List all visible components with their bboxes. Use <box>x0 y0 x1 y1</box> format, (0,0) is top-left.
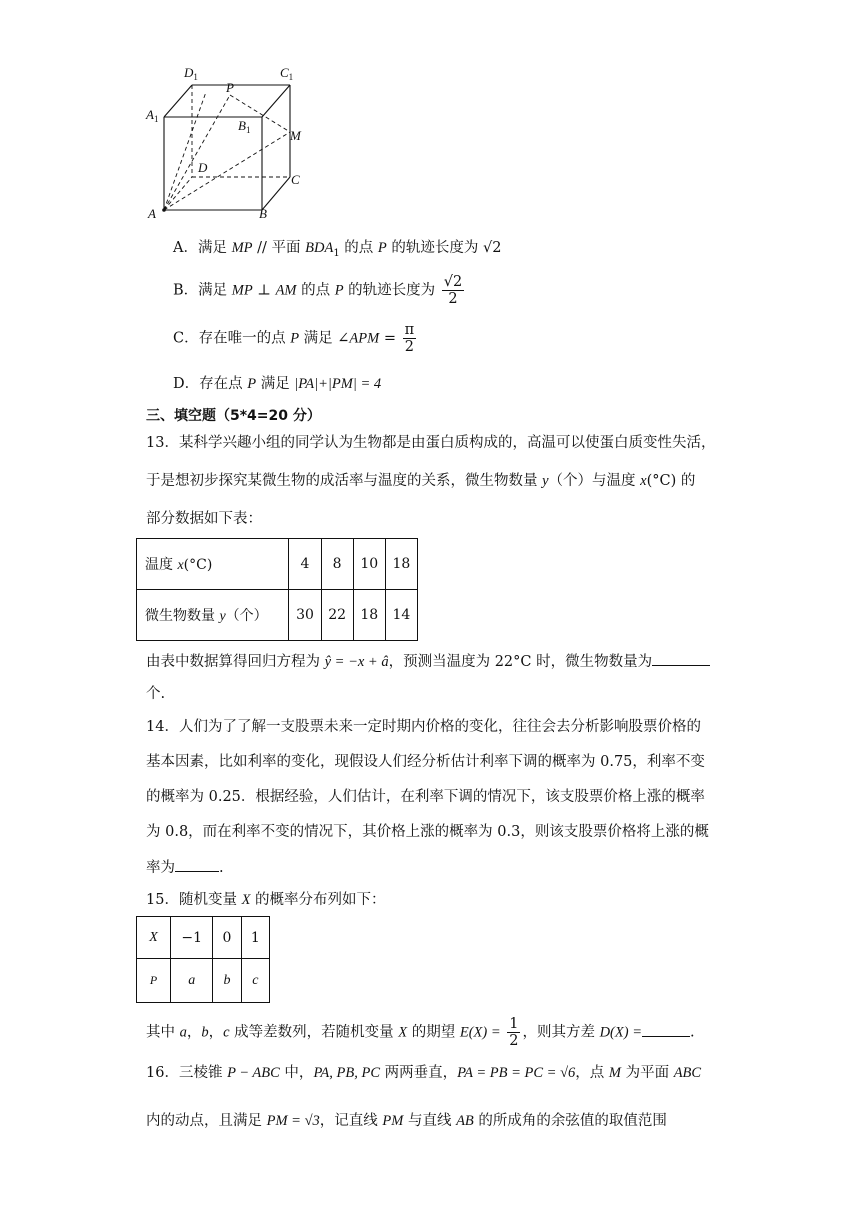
label-M: M <box>290 128 301 143</box>
option-c[interactable]: C．存在唯一的点 P 满足 ∠APM = $\frac{\pi}{2}$ <box>173 322 415 355</box>
table-cell: 8 <box>321 539 353 590</box>
table-cell: 18 <box>385 539 417 590</box>
table-cell: −1 <box>171 917 213 959</box>
label-A: A <box>148 206 156 221</box>
q14-line4: 为 0.8，而在利率不变的情况下，其价格上涨的概率为 0.3，则该支股票价格将上涨的概 <box>146 824 709 840</box>
label-C1: $C_1$ <box>280 65 294 82</box>
answer-blank[interactable] <box>642 1022 690 1037</box>
q13-line3: 部分数据如下表： <box>146 511 262 527</box>
cube-figure <box>140 60 320 225</box>
label-D1: $D_1$ <box>184 65 198 82</box>
table-cell: a <box>171 959 213 1003</box>
q14-line5: 率为 . <box>146 857 224 878</box>
q13-line4: 由表中数据算得回归方程为 ŷ = −x + â，预测当温度为 22°C 时，微生物数量为 <box>146 651 710 672</box>
table-cell: c <box>241 959 269 1003</box>
table-header-count: 微生物数量 y（个） <box>137 590 289 641</box>
q14-line3: 的概率为 0.25．根据经验，人们估计，在利率下调的情况下，该支股票价格上涨的概率 <box>146 789 705 805</box>
label-A1: $A_1$ <box>146 107 159 124</box>
table-cell: X <box>137 917 171 959</box>
answer-blank[interactable] <box>652 651 710 666</box>
q13-data-table <box>136 538 418 641</box>
label-P: P <box>226 80 234 95</box>
table-cell: 14 <box>385 590 417 641</box>
label-D: D <box>198 160 208 175</box>
q15-line2: 其中 a，b，c 成等差数列，若随机变量 X 的期望 E(X) = $\frac{1}{2}$ ，则其方差 D(X) = . <box>146 1016 695 1049</box>
label-B: B <box>259 206 267 221</box>
table-cell: 1 <box>241 917 269 959</box>
table-header-temp: 温度 x(°C) <box>137 539 289 590</box>
q13-line1: 13．某科学兴趣小组的同学认为生物都是由蛋白质构成的，高温可以使蛋白质变性失活， <box>146 435 716 451</box>
option-b[interactable]: B．满足 MP ⊥ AM 的点 P 的轨迹长度为 $\frac{√2}{2}$ <box>173 274 463 307</box>
table-cell: 0 <box>213 917 241 959</box>
fraction: $\frac{√2}{2}$ <box>443 274 463 307</box>
table-cell: 4 <box>289 539 321 590</box>
table-cell: 22 <box>321 590 353 641</box>
label-C: C <box>291 172 300 187</box>
section-heading: 三、填空题（5*4=20 分） <box>146 408 321 424</box>
answer-blank[interactable] <box>175 857 219 872</box>
q16-line1: 16．三棱锥 P − ABC 中，PA, PB, PC 两两垂直，PA = PB = PC = √6，点 M 为平面 ABC <box>146 1065 702 1081</box>
table-cell: 10 <box>353 539 385 590</box>
option-a[interactable]: A．满足 MP // 平面 $BDA_1$ 的点 P 的轨迹长度为 √2 <box>173 240 502 259</box>
q15-distribution-table <box>136 916 270 1003</box>
option-d[interactable]: D．存在点 P 满足 |PA|+|PM| = 4 <box>173 376 382 392</box>
table-cell: 30 <box>289 590 321 641</box>
table-cell: b <box>213 959 241 1003</box>
table-cell: 18 <box>353 590 385 641</box>
q14-line2: 基本因素，比如利率的变化，现假设人们经分析估计利率下调的概率为 0.75，利率不变 <box>146 754 705 770</box>
fraction: $\frac{1}{2}$ <box>509 1016 519 1049</box>
label-B1: $B_1$ <box>238 118 251 135</box>
fraction: $\frac{\pi}{2}$ <box>404 322 415 355</box>
q16-line2: 内的动点，且满足 PM = √3，记直线 PM 与直线 AB 的所成角的余弦值的取值范围 <box>146 1113 667 1129</box>
q15-line1: 15．随机变量 X 的概率分布列如下： <box>146 892 386 908</box>
q13-line2: 于是想初步探究某微生物的成活率与温度的关系，微生物数量 y（个）与温度 x(°C) 的 <box>146 473 696 489</box>
table-cell: P <box>137 959 171 1003</box>
q13-line5: 个. <box>146 686 166 702</box>
q14-line1: 14．人们为了了解一支股票未来一定时期内价格的变化，往往会去分析影响股票价格的 <box>146 719 701 735</box>
